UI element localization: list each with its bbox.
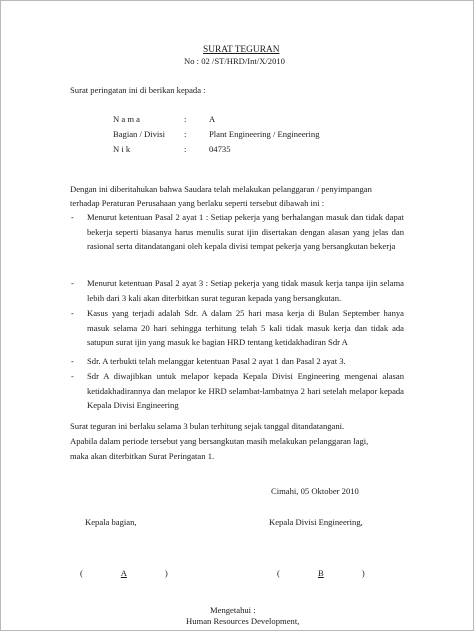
point-bullet: - — [71, 356, 74, 366]
point-bullet: - — [71, 278, 74, 288]
signer-left-role: Kepala bagian, — [85, 517, 137, 527]
signer-left-name: ( A ) — [80, 568, 168, 578]
point-item: Sdr. A terbukti telah melanggar ketentuan Pasal 2 ayat 1 dan Pasal 2 ayat 3. — [87, 356, 346, 366]
point-bullet: - — [71, 212, 74, 222]
ack-role: Human Resources Development, — [186, 616, 300, 626]
point-item: Kasus yang terjadi adalah Sdr. A dalam 25 hari masa kerja di Bulan September hanya masuk selama 20 hari sehingga terhitung telah 5 kali tidak masuk kerja dan tidak ada satupun surat ijin yang masuk ke bagian HRD tentang ketidakhadiran Sdr A — [87, 308, 404, 348]
letter-number: No : 02 /ST/HRD/Int/X/2010 — [184, 56, 285, 66]
identity-value-nik: 04735 — [209, 144, 231, 154]
identity-value-division: Plant Engineering / Engineering — [209, 129, 320, 139]
point-item: Menurut ketentuan Pasal 2 ayat 1 : Setiap pekerja yang berhalangan masuk dan tidak dapat bekerja seperti biasanya harus menulis surat ijin disertakan dengan alasan yang jelas dan rasional serta ditandatangani oleh kepala divisi tempat pekerja yang bersangkutan bekerja — [87, 212, 404, 252]
signer-left-name-text: A — [120, 568, 127, 578]
point-bullet: - — [71, 308, 74, 318]
point-item: Sdr A diwajibkan untuk melapor kepada Kepala Divisi Engineering mengenai alasan ketidakhadirannya dan melapor ke HRD selambat-lambatnya 2 hari setelah melapor kepada Kepala Divisi Engineering — [87, 371, 404, 411]
identity-value-name: A — [209, 114, 216, 124]
identity-sep-name: : — [184, 114, 187, 124]
identity-label-nik: N i k — [113, 144, 131, 154]
identity-sep-division: : — [184, 129, 187, 139]
signer-right-role: Kepala Divisi Engineering, — [269, 517, 363, 527]
point-bullet: - — [71, 371, 74, 381]
validity-line: Surat teguran ini berlaku selama 3 bulan terhitung sejak tanggal ditandatangani. — [70, 421, 345, 431]
opening-line-2: terhadap Peraturan Perusahaan yang berlaku seperti tersebut dibawah ini : — [70, 198, 325, 208]
identity-label-division: Bagian / Divisi — [113, 129, 166, 139]
intro-line: Surat peringatan ini di berikan kepada : — [70, 85, 206, 95]
signer-right-name-text: B — [318, 568, 324, 578]
ack-label: Mengetahui : — [210, 605, 256, 615]
point-item: Menurut ketentuan Pasal 2 ayat 3 : Setiap pekerja yang tidak masuk kerja tanpa ijin selama lebih dari 3 kali akan diterbitkan surat teguran kepada yang bersangkutan. — [87, 278, 404, 303]
opening-line-1: Dengan ini diberitahukan bahwa Saudara telah melakukan pelanggaran / penyimpangan — [70, 184, 372, 194]
letter-title: SURAT TEGURAN — [203, 45, 280, 55]
signer-right-name: ( B ) — [277, 568, 365, 578]
identity-label-name: N a m a — [113, 114, 140, 124]
closing-line-2: maka akan diterbitkan Surat Peringatan 1. — [70, 451, 215, 461]
identity-sep-nik: : — [184, 144, 187, 154]
closing-line-1: Apabila dalam periode tersebut yang bersangkutan masih melakukan pelanggaran lagi, — [70, 436, 369, 446]
place-date: Cimahi, 05 Oktober 2010 — [271, 486, 359, 496]
